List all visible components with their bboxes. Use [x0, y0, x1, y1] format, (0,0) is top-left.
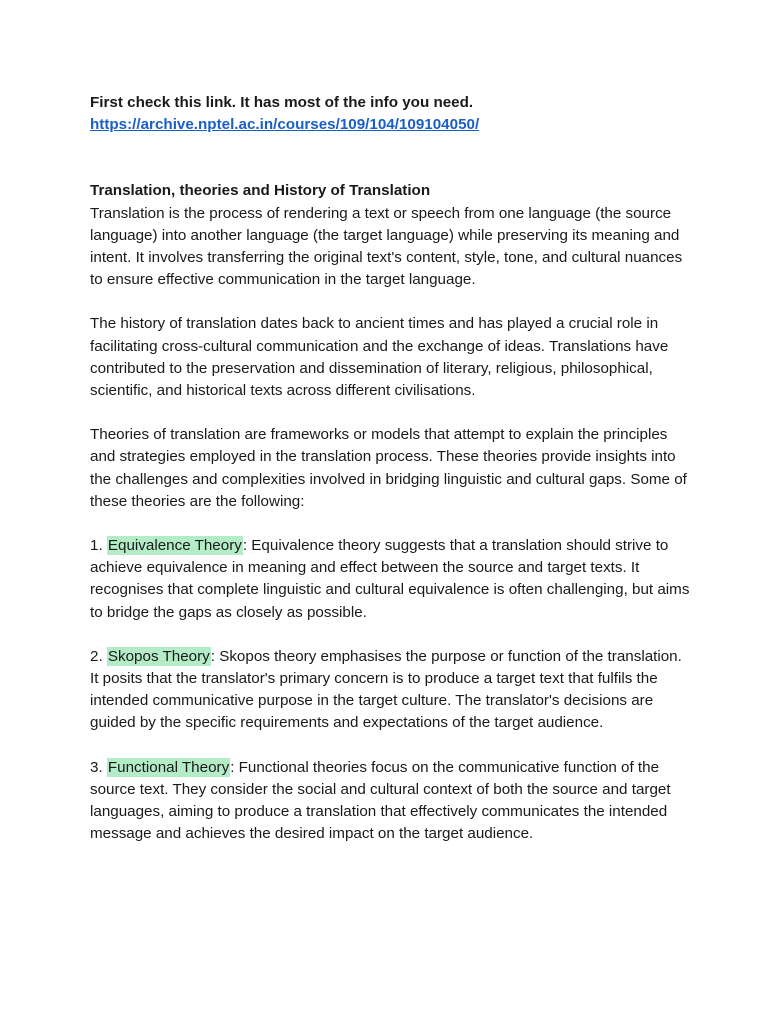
theory-description: : Equivalence theory suggests that a translation should strive to achieve equivalence in meaning and effect between the source and target texts. It recognises that complete linguistic and cultural equivalence is often challenging, but aims to bridge the gaps as closely as possible.: [90, 537, 690, 621]
paragraph-history: The history of translation dates back to ancient times and has played a crucial role in facilitating cross-cultural communication and the exchange of ideas. Translations have contributed to the preservation and dissemination of literary, religious, philosophical, scientific, and historical texts across different civilisations.: [90, 315, 669, 400]
theory-description: : Skopos theory emphasises the purpose or function of the translation. It posits that the translator's primary concern is to produce a target text that fulfils the intended communicative purpose in the target culture. The translator's decisions are guided by the specific requirements and expectations of the target audience.: [90, 647, 682, 732]
theory-number: 1.: [90, 537, 107, 555]
theory-number: 3.: [90, 758, 107, 776]
spacer: [90, 735, 690, 757]
nptel-link[interactable]: https://archive.nptel.ac.in/courses/109/104/109104050/: [90, 116, 480, 134]
spacer: [90, 624, 690, 646]
theory-item-equivalence: [90, 535, 690, 624]
spacer: [90, 513, 690, 535]
spacer: [90, 291, 690, 313]
theory-item-skopos: [90, 646, 690, 735]
theory-number: 2.: [90, 647, 107, 665]
theory-name-highlight: Equivalence Theory: [107, 537, 242, 555]
spacer: [90, 136, 690, 180]
theory-description: : Functional theories focus on the communicative function of the source text. They consider the social and cultural context of both the source and target languages, aiming to produce a translation that effectively communicates the intended message and achieves the desired impact on the target audience.: [90, 758, 671, 843]
intro-line: First check this link. It has most of the info you need.: [90, 94, 474, 111]
spacer: [90, 402, 690, 424]
section-heading: Translation, theories and History of Translation: [90, 182, 431, 200]
theory-name-highlight: Skopos Theory: [107, 647, 210, 665]
theory-item-functional: [90, 757, 690, 846]
paragraph-definition: Translation is the process of rendering a text or speech from one language (the source language) into another language (the target language) while preserving its meaning and intent. It involves transferring the original text's content, style, tone, and cultural nuances to ensure effective communication in the target language.: [90, 204, 683, 289]
paragraph-theories-intro: Theories of translation are frameworks or models that attempt to explain the principles and strategies employed in the translation process. These theories provide insights into the challenges and complexities involved in bridging linguistic and cultural gaps. Some of these theories are the following:: [90, 426, 687, 510]
document-page: [90, 92, 690, 845]
theory-name-highlight: Functional Theory: [107, 758, 230, 776]
